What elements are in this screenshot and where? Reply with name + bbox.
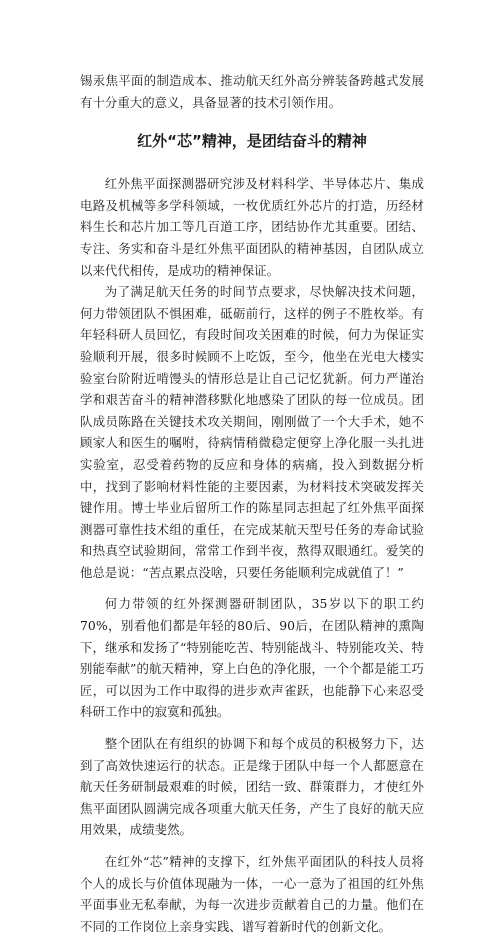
paragraph-gap — [80, 583, 424, 593]
body-paragraph-1: 红外焦平面探测器研究涉及材料科学、半导体芯片、集成电路及机械等多学科领域，一枚优质红外芯片的打造，历经材料生长和芯片加工等几百道工序，团结协作尤其重要。团结、专注、务实和奋斗是红外焦平面团队的精神基因，自团队成立以来代代相传，是成功的精神保证。 — [80, 176, 424, 278]
body-paragraph-5: 在红外“芯”精神的支撑下，红外焦平面团队的科技人员将个人的成长与价值体现融为一体，一心一意为了祖国的红外焦平面事业无私奉献，为每一次进步贡献着自己的力量。他们在不同的工作岗位上亲身实践、谱写着新时代的创新文化。 — [80, 854, 424, 934]
paragraph-gap — [80, 841, 424, 851]
body-paragraph-3: 何力带领的红外探测器研制团队，35岁以下的职工约70%，别看他们都是年轻的80后、90后，在团队精神的熏陶下，继承和发扬了“特别能吃苦、特别能战斗、特别能攻关、特别能奉献”的航天精神，穿上白色的净化服，一个个都是能工巧匠，可以因为工作中取得的进步欢声雀跃，也能静下心来忍受科研工作中的寂寞和孤独。 — [80, 596, 424, 720]
body-paragraph-2: 为了满足航天任务的时间节点要求，尽快解决技术问题，何力带领团队不惧困难，砥砺前行，这样的例子不胜枚举。有年轻科研人员回忆，有段时间攻关困难的时候，何力为保证实验顺利开展，很多时候顾不上吃饭，至今，他坐在光电大楼实验室台阶附近啃馒头的情形总是让自己记忆犹新。何力严谨治学和艰苦奋斗的精神潜移默化地感染了团队的每一位成员。团队成员陈路在关键技术攻关期间，刚刚做了一个大手术，她不顾家人和医生的嘱咐，待病情稍微稳定便穿上净化服一头扎进实验室，忍受着药物的反应和身体的病痛，投入到数据分析中，找到了影响材料性能的主要因素，为材料技术突破发挥关键作用。博士毕业后留所工作的陈星同志担起了红外焦平面探测器可靠性技术组的重任，在完成某航天型号任务的寿命试验和热真空试验期间，常常工作到半夜，熬得双眼通红。爱笑的他总是说：“苦点累点没啥，只要任务能顺利完成就值了！” — [80, 284, 424, 580]
intro-paragraph: 锡汞焦平面的制造成本、推动航天红外高分辨装备跨越式发展有十分重大的意义，具备显著的技术引领作用。 — [80, 73, 424, 110]
paragraph-gap — [80, 723, 424, 733]
body-paragraph-4: 整个团队在有组织的协调下和每个成员的积极努力下，达到了高效快速运行的状态。正是缘于团队中每一个人都愿意在航天任务研制最艰难的时候，团结一致、群策群力，才使红外焦平面团队圆满完成各项重大航天任务，产生了良好的航天应用效果，成绩斐然。 — [80, 736, 424, 838]
section-title: 红外“芯”精神，是团结奋斗的精神 — [137, 132, 367, 151]
